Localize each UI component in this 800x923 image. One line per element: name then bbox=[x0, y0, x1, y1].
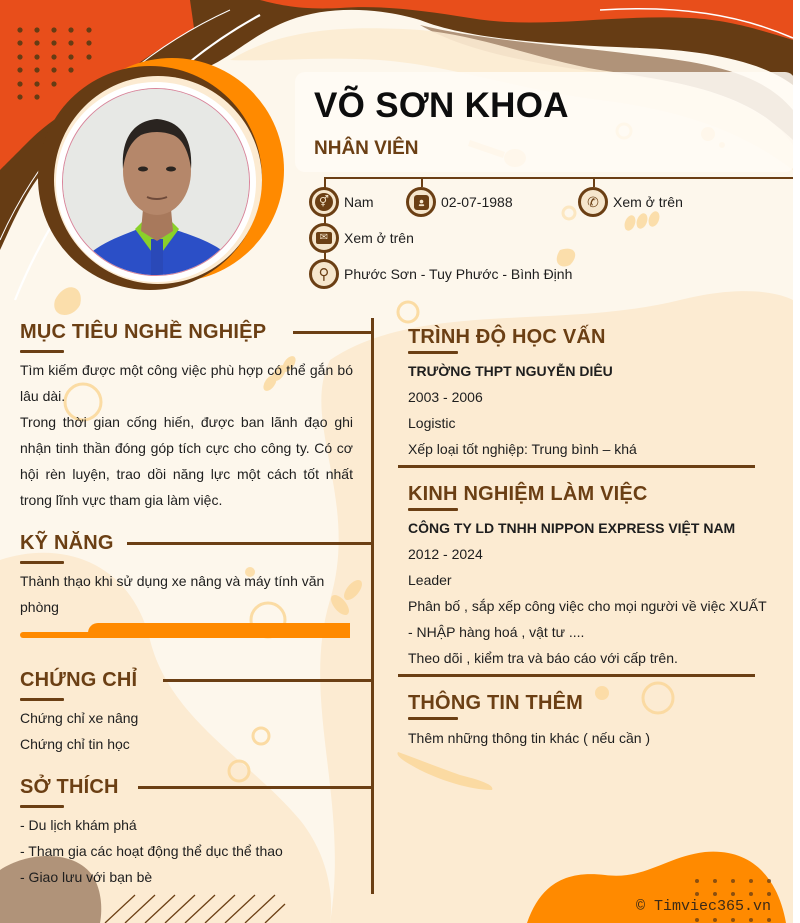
section-title-certificates: CHỨNG CHỈ bbox=[20, 669, 138, 691]
section-underline bbox=[408, 508, 458, 511]
section-separator bbox=[398, 674, 755, 677]
section-title-skills: KỸ NĂNG bbox=[20, 532, 114, 554]
phone-value[interactable]: Xem ở trên bbox=[613, 194, 683, 210]
phone-icon: ✆ bbox=[578, 187, 608, 217]
section-underline bbox=[20, 698, 64, 701]
calendar-icon bbox=[406, 187, 436, 217]
watermark: © Timviec365.vn bbox=[635, 898, 771, 915]
hobby-item: - Tham gia các hoạt động thể dục thể thao bbox=[20, 843, 283, 859]
section-underline bbox=[408, 717, 458, 720]
hobby-item: - Du lịch khám phá bbox=[20, 817, 137, 833]
company-name: CÔNG TY LD TNHH NIPPON EXPRESS VIỆT NAM bbox=[408, 520, 736, 536]
objective-text bbox=[20, 357, 353, 513]
education-major: Logistic bbox=[408, 415, 456, 431]
hobbies-list bbox=[20, 812, 283, 890]
objective-line: Tìm kiếm được một công việc phù hợp có thể gắn bó lâu dài. bbox=[20, 362, 353, 404]
section-underline bbox=[408, 351, 458, 354]
avatar-frame bbox=[58, 84, 254, 280]
full-name: VÕ SƠN KHOA bbox=[314, 86, 569, 125]
address-value: Phước Sơn - Tuy Phước - Bình Định bbox=[344, 266, 573, 282]
section-rule bbox=[138, 786, 373, 789]
location-icon: ⚲ bbox=[309, 259, 339, 289]
section-underline bbox=[20, 805, 64, 808]
section-title-objective: MỤC TIÊU NGHỀ NGHIỆP bbox=[20, 321, 267, 343]
gender-icon: ⚥ bbox=[309, 187, 339, 217]
gender-value: Nam bbox=[344, 194, 374, 210]
section-underline bbox=[20, 561, 64, 564]
experience-details bbox=[408, 515, 793, 671]
section-rule bbox=[163, 679, 373, 682]
section-title-education: TRÌNH ĐỘ HỌC VẤN bbox=[408, 326, 606, 348]
experience-line: Theo dõi , kiểm tra và báo cáo với cấp trên. bbox=[408, 650, 678, 666]
objective-line: Trong thời gian cống hiến, được ban lãnh đạo ghi nhận tinh thần đóng góp tích cực cho công ty. Có cơ hội rèn luyện, trao dồi năng lực một cách tốt nhất trong lĩnh vực tham gia làm việc. bbox=[20, 414, 353, 508]
certificate-item: Chứng chỉ xe nâng bbox=[20, 710, 139, 726]
section-rule bbox=[293, 331, 373, 334]
person-photo-placeholder bbox=[63, 89, 250, 276]
education-period: 2003 - 2006 bbox=[408, 389, 483, 405]
education-details bbox=[408, 358, 788, 462]
school-name: TRƯỜNG THPT NGUYỄN DIÊU bbox=[408, 363, 613, 379]
job-title: NHÂN VIÊN bbox=[314, 138, 419, 159]
section-underline bbox=[20, 350, 64, 353]
birthday-value: 02-07-1988 bbox=[441, 194, 513, 210]
experience-period: 2012 - 2024 bbox=[408, 546, 483, 562]
hobby-item: - Giao lưu với bạn bè bbox=[20, 869, 153, 885]
contact-connector-stem bbox=[421, 177, 423, 187]
additional-text: Thêm những thông tin khác ( nếu cần ) bbox=[408, 730, 651, 746]
skill-name: Thành thạo khi sử dụng xe nâng và máy tính văn phòng bbox=[20, 573, 325, 615]
email-value[interactable]: Xem ở trên bbox=[344, 230, 414, 246]
experience-line: - NHẬP hàng hoá , vật tư .... bbox=[408, 624, 585, 640]
avatar[interactable] bbox=[62, 88, 250, 276]
section-title-additional: THÔNG TIN THÊM bbox=[408, 692, 584, 714]
column-divider bbox=[371, 318, 374, 894]
certificates-list bbox=[20, 705, 138, 757]
email-icon: ✉ bbox=[309, 223, 339, 253]
experience-position: Leader bbox=[408, 572, 452, 588]
education-grade: Xếp loại tốt nghiệp: Trung bình – khá bbox=[408, 441, 637, 457]
section-separator bbox=[398, 465, 755, 468]
certificate-item: Chứng chỉ tin học bbox=[20, 736, 130, 752]
skill-level-bar bbox=[20, 623, 350, 638]
section-rule bbox=[127, 542, 373, 545]
contact-connector-line bbox=[324, 177, 793, 179]
experience-line: Phân bố , sắp xếp công việc cho mọi người về việc XUẤT bbox=[408, 598, 767, 614]
section-title-experience: KINH NGHIỆM LÀM VIỆC bbox=[408, 483, 648, 505]
contact-connector-stem bbox=[593, 177, 595, 187]
section-title-hobbies: SỞ THÍCH bbox=[20, 776, 119, 798]
